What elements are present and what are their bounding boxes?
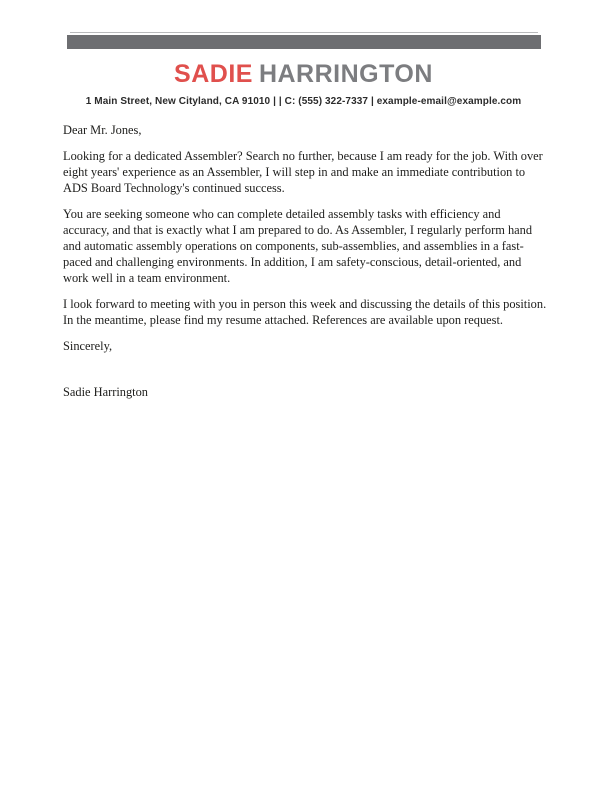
paragraph-closing: I look forward to meeting with you in person this week and discussing the details of this position. In the meantime, please find my resume attached. References are available upon request. bbox=[63, 296, 547, 327]
paragraph-intro: Looking for a dedicated Assembler? Search no further, because I am ready for the job. With over eight years' experience as an Assembler, I will step in and make an immediate contribution to ADS Board Technology's continued success. bbox=[63, 148, 543, 195]
contact-line: 1 Main Street, New Cityland, CA 91010 | | C: (555) 322-7337 | example-email@example.com bbox=[85, 95, 522, 107]
closing: Sincerely, bbox=[63, 338, 113, 353]
name-heading bbox=[0, 61, 607, 89]
header-bar bbox=[67, 35, 541, 49]
paragraph-qualifications: You are seeking someone who can complete detailed assembly tasks with efficiency and accuracy, and that is exactly what I am prepared to do. As Assembler, I regularly perform hand and automatic assembly operations on components, sub-assemblies, and assemblies in a fast-paced and challenging environments. In addition, I am safety-conscious, detail-oriented, and work well in a team environment. bbox=[63, 206, 533, 285]
letter-body bbox=[63, 122, 547, 400]
signature: Sadie Harrington bbox=[63, 384, 148, 399]
last-name: HARRINGTON bbox=[258, 60, 433, 88]
top-rule-divider bbox=[70, 32, 538, 33]
salutation: Dear Mr. Jones, bbox=[63, 122, 142, 137]
first-name: SADIE bbox=[174, 60, 253, 88]
